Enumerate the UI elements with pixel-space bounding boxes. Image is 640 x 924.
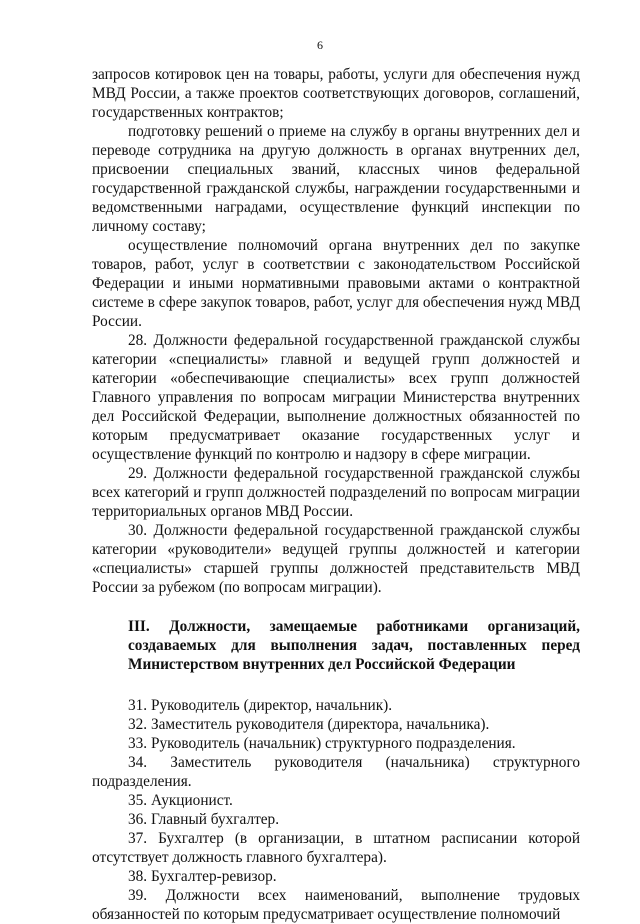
list-item-33: 33. Руководитель (начальник) структурного подразделения.: [128, 735, 516, 752]
list-item-32: 32. Заместитель руководителя (директора, начальника).: [128, 716, 490, 733]
paragraph-item-30: 30. Должности федеральной государственной гражданской службы категории «руководители» ведущей группы должностей и категории «специалисты» старшей группы должностей представительств МВД России за рубежом (по вопросам миграции).: [92, 522, 580, 596]
list-item-38: 38. Бухгалтер-ревизор.: [128, 868, 277, 885]
section-number: III.: [128, 618, 150, 635]
list-item-36: 36. Главный бухгалтер.: [128, 811, 280, 828]
section-heading: [92, 617, 580, 674]
list-item-37: 37. Бухгалтер (в организации, в штатном расписании которой отсутствует должность главного бухгалтера).: [92, 830, 580, 866]
paragraph-continuation: запросов котировок цен на товары, работы, услуги для обеспечения нужд МВД России, а также проектов соответствующих договоров, соглашений, государственных контрактов;: [92, 66, 580, 121]
list-item-34: 34. Заместитель руководителя (начальника) структурного подразделения.: [92, 754, 580, 790]
paragraph-item-29: 29. Должности федеральной государственной гражданской службы всех категорий и групп должностей подразделений по вопросам миграции территориальных органов МВД России.: [92, 465, 580, 520]
paragraph: осуществление полномочий органа внутренних дел по закупке товаров, работ, услуг в соответствии с законодательством Российской Федерации и иными нормативными правовыми актами о контрактной системе в сфере закупок товаров, работ, услуг для обеспечения нужд МВД России.: [92, 237, 580, 330]
section-title: Должности, замещаемые работниками организаций, создаваемых для выполнения задач, поставленных перед Министерством внутренних дел Российской Федерации: [128, 618, 581, 673]
paragraph: подготовку решений о приеме на службу в органы внутренних дел и переводе сотрудника на другую должность в органах внутренних дел, присвоении специальных званий, классных чинов федеральной государственной гражданской службы, награждении государственными и ведомственными наградами, осуществление функций инспекции по личному составу;: [92, 123, 580, 235]
list-item-31: 31. Руководитель (директор, начальник).: [128, 697, 393, 714]
list-item-39: 39. Должности всех наименований, выполнение трудовых обязанностей по которым предусматривает осуществление полномочий: [92, 887, 580, 923]
document-body: [92, 65, 580, 924]
page-number: 6: [317, 38, 323, 52]
list-item-35: 35. Аукционист.: [128, 792, 233, 809]
paragraph-item-28: 28. Должности федеральной государственной гражданской службы категории «специалисты» главной и ведущей групп должностей и категории «обеспечивающие специалисты» всех групп должностей Главного управления по вопросам миграции Министерства внутренних дел Российской Федерации, выполнение должностных обязанностей по которым предусматривает оказание государственных услуг и осуществление функций по контролю и надзору в сфере миграции.: [92, 332, 580, 463]
